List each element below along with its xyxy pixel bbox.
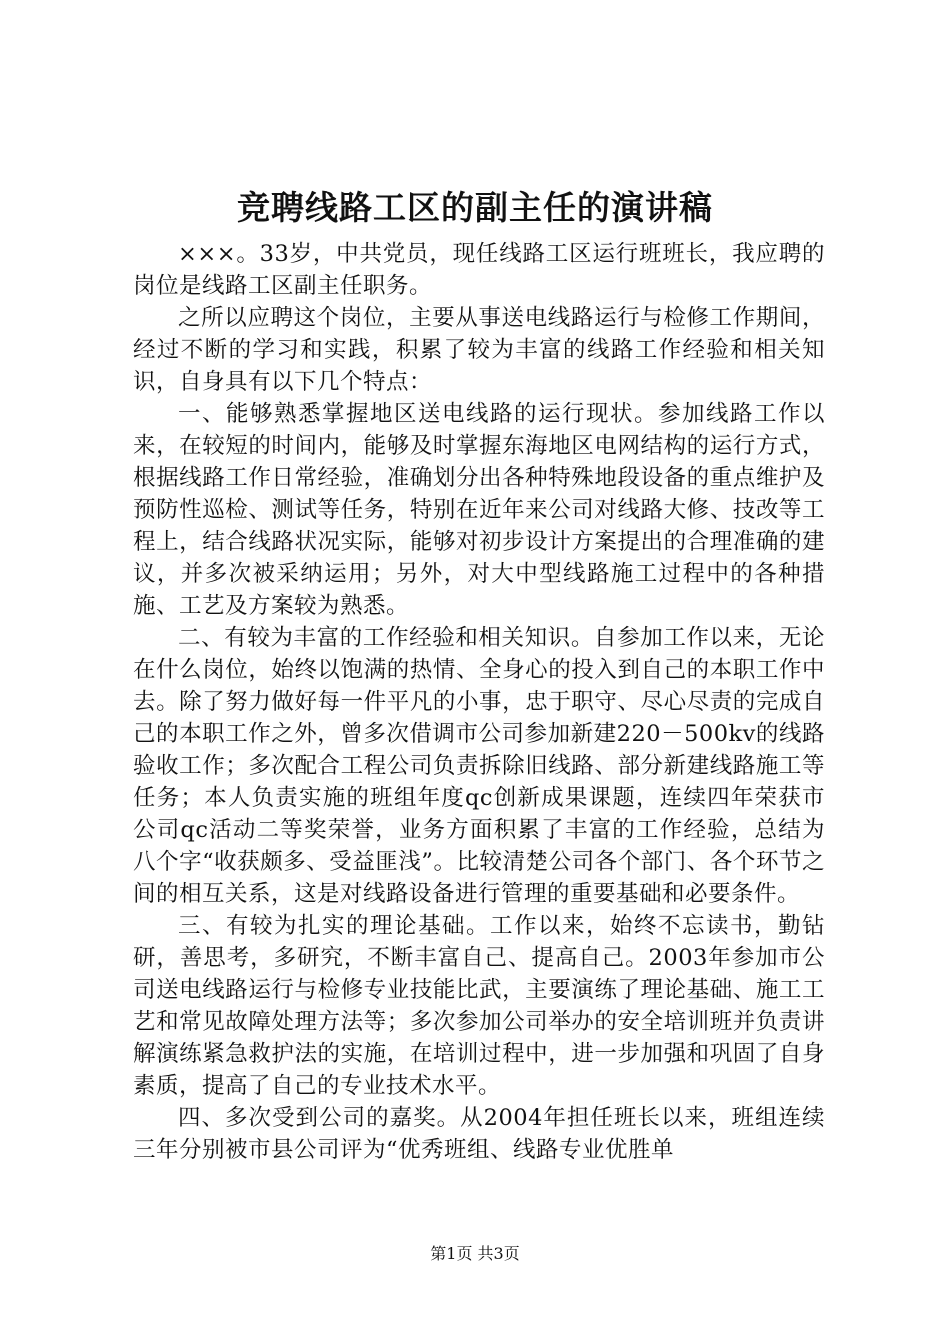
paragraph: ×××。33岁，中共党员，现任线路工区运行班班长，我应聘的岗位是线路工区副主任职务。 xyxy=(133,241,825,299)
paragraph: 二、有较为丰富的工作经验和相关知识。自参加工作以来，无论在什么岗位，始终以饱满的热情、全身心的投入到自己的本职工作中去。除了努力做好每一件平凡的小事，忠于职守、尽心尽责的完成自己的本职工作之外，曾多次借调市公司参加新建220－500kv的线路验收工作；多次配合工程公司负责拆除旧线路、部分新建线路施工等任务；本人负责实施的班组年度qc创新成果课题，连续四年荣获市公司qc活动二等奖荣誉，业务方面积累了丰富的工作经验，总结为八个字“收获颇多、受益匪浅”。比较清楚公司各个部门、各个环节之间的相互关系，这是对线路设备进行管理的重要基础和必要条件。 xyxy=(133,625,825,907)
paragraph: 四、多次受到公司的嘉奖。从2004年担任班长以来，班组连续三年分别被市县公司评为“优秀班组、线路专业优胜单 xyxy=(133,1105,825,1163)
document-body xyxy=(133,238,825,1166)
page-footer: 第1页 共3页 xyxy=(430,1244,520,1263)
paragraph: 一、能够熟悉掌握地区送电线路的运行现状。参加线路工作以来，在较短的时间内，能够及时掌握东海地区电网结构的运行方式，根据线路工作日常经验，准确划分出各种特殊地段设备的重点维护及预防性巡检、测试等任务，特别在近年来公司对线路大修、技改等工程上，结合线路状况实际，能够对初步设计方案提出的合理准确的建议，并多次被采纳运用；另外，对大中型线路施工过程中的各种措施、工艺及方案较为熟悉。 xyxy=(133,401,825,619)
paragraph: 之所以应聘这个岗位，主要从事送电线路运行与检修工作期间，经过不断的学习和实践，积累了较为丰富的线路工作经验和相关知识，自身具有以下几个特点： xyxy=(133,305,825,395)
document-title: 竞聘线路工区的副主任的演讲稿 xyxy=(237,188,713,227)
paragraph: 三、有较为扎实的理论基础。工作以来，始终不忘读书，勤钻研，善思考，多研究，不断丰富自己、提高自己。2003年参加市公司送电线路运行与检修专业技能比武，主要演练了理论基础、施工工艺和常见故障处理方法等；多次参加公司举办的安全培训班并负责讲解演练紧急救护法的实施，在培训过程中，进一步加强和巩固了自身素质，提高了自己的专业技术水平。 xyxy=(133,913,825,1099)
